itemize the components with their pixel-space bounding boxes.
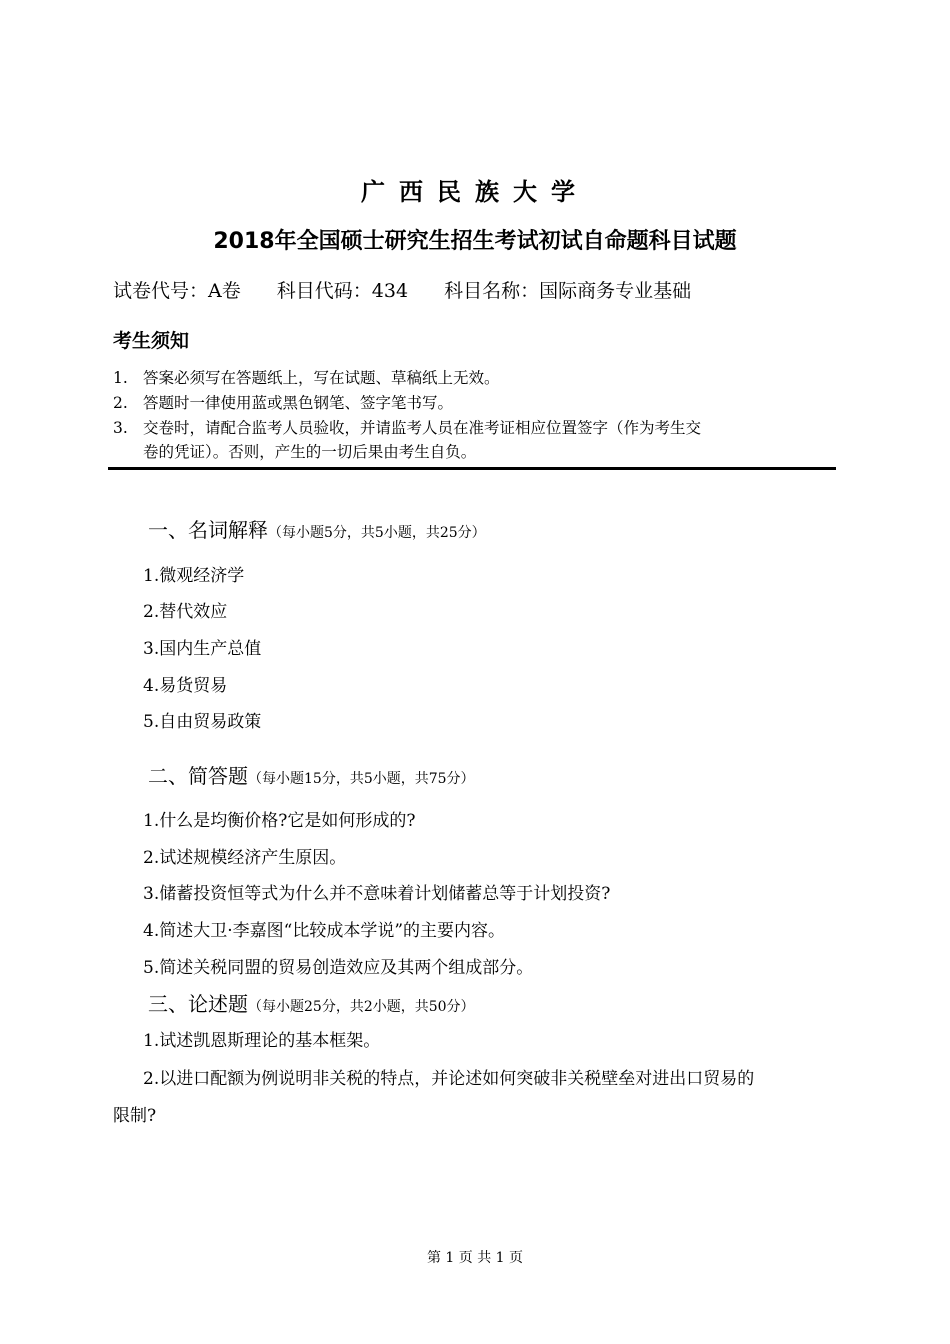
section-title: 二、简答题 [148,764,248,788]
question-item: 1.微观经济学 [143,566,245,586]
section-note: （每小题25分，共2小题，共50分） [248,999,475,1015]
university-name: 广西民族大学 [361,178,589,206]
section-heading [148,988,475,1017]
notice-item [113,366,500,388]
question-item-continued: 限制? [113,1106,157,1126]
notice-item [113,416,701,438]
exam-meta [113,276,721,303]
question-item: 1.试述凯恩斯理论的基本框架。 [143,1031,381,1051]
notice-number: 3. [113,419,128,437]
question-item: 4.易货贸易 [143,676,228,696]
subject-code: 科目代码：434 [276,280,409,302]
section-note: （每小题5分，共5小题，共25分） [268,525,486,541]
notice-title: 考生须知 [113,330,190,352]
subject-name: 科目名称：国际商务专业基础 [444,280,692,302]
section-heading [148,760,475,789]
notice-text: 卷的凭证）。否则，产生的一切后果由考生自负。 [143,443,477,461]
question-item: 4.简述大卫·李嘉图“比较成本学说”的主要内容。 [143,921,506,941]
question-item: 1.什么是均衡价格?它是如何形成的? [143,811,416,831]
question-item: 2.试述规模经济产生原因。 [143,848,347,868]
section-heading [148,514,486,543]
question-item: 2.以进口配额为例说明非关税的特点，并论述如何突破非关税壁垒对进出口贸易的 [143,1069,755,1089]
exam-title: 2018年全国硕士研究生招生考试初试自命题科目试题 [213,229,737,254]
notice-text: 答题时一律使用蓝或黑色钢笔、签字笔书写。 [143,394,454,412]
paper-code: 试卷代号：A卷 [113,280,241,302]
question-item: 5.简述关税同盟的贸易创造效应及其两个组成部分。 [143,958,534,978]
question-item: 5.自由贸易政策 [143,712,262,732]
header-divider [108,467,836,470]
notice-item [113,391,453,413]
section-title: 一、名词解释 [148,518,268,542]
notice-number: 2. [113,394,128,412]
notice-text: 交卷时，请配合监考人员验收，并请监考人员在准考证相应位置签字（作为考生交 [143,419,702,437]
question-item: 2.替代效应 [143,602,228,622]
notice-item [113,440,476,462]
question-item: 3.国内生产总值 [143,639,262,659]
section-title: 三、论述题 [148,992,248,1016]
question-item: 3.储蓄投资恒等式为什么并不意味着计划储蓄总等于计划投资? [143,884,611,904]
section-note: （每小题15分，共5小题，共75分） [248,771,475,787]
notice-number: 1. [113,369,128,387]
page-number: 第 1 页 共 1 页 [426,1250,524,1266]
notice-text: 答案必须写在答题纸上，写在试题、草稿纸上无效。 [143,369,500,387]
